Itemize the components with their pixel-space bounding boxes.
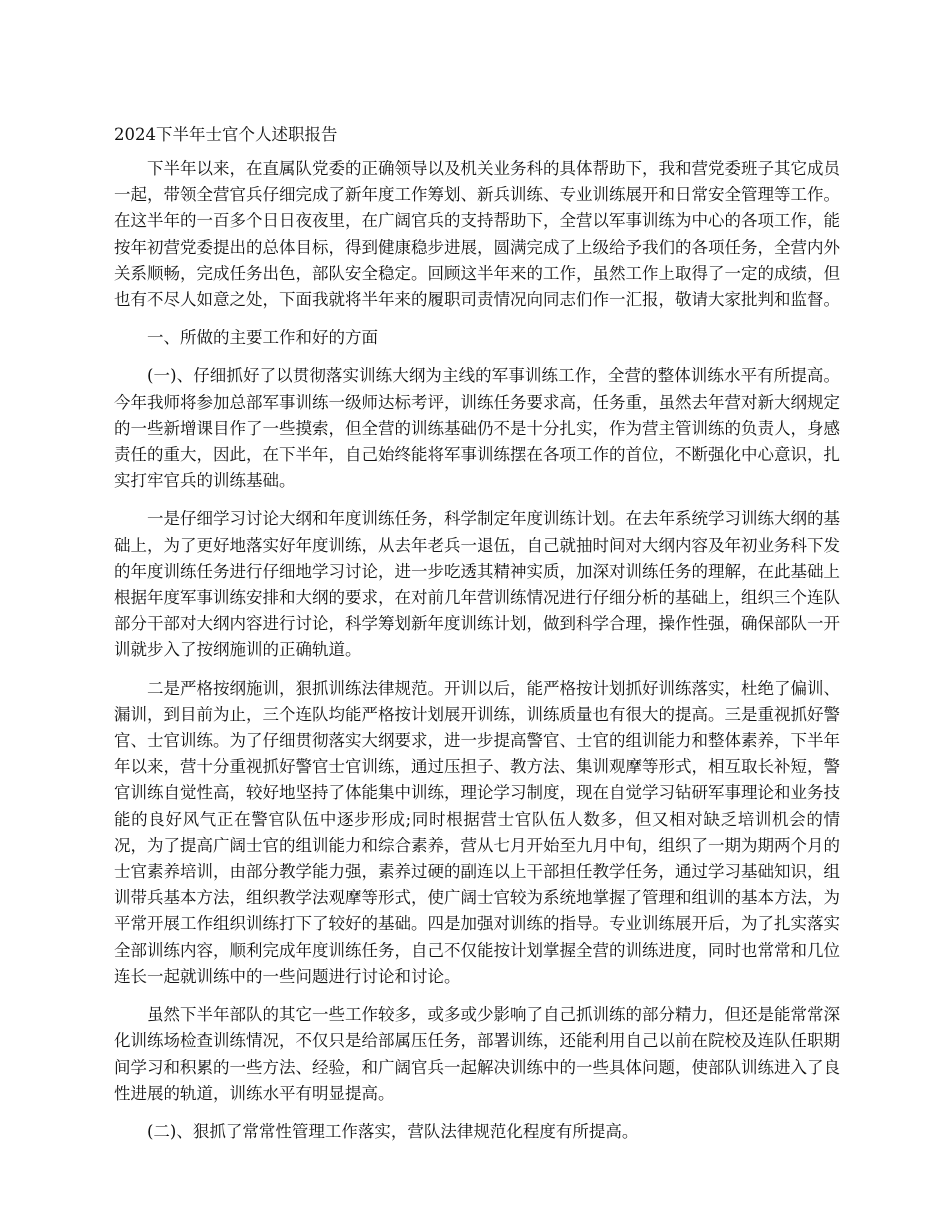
paragraph-strict-training: 二是严格按纲施训，狠抓训练法律规范。开训以后，能严格按计划抓好训练落实，杜绝了偏训、漏训，到目前为止，三个连队均能严格按计划展开训练，训练质量也有很大的提高。三是重视抓好警官、士官训练。为了仔细贯彻落实大纲要求，进一步提高警官、士官的组训能力和整体素养，下半年年以来，营十分重视抓好警官士官训练，通过压担子、教方法、集训观摩等形式，相互取长补短，警官训练自觉性高，较好地坚持了体能集中训练，理论学习制度，现在自觉学习钻研军事理论和业务技能的良好风气正在警官队伍中逐步形成;同时根据营士官队伍人数多，但又相对缺乏培训机会的情况，为了提高广阔士官的组训能力和综合素养，营从七月开始至九月中旬，组织了一期为期两个月的士官素养培训，由部分教学能力强，素养过硬的副连以上干部担任教学任务，通过学习基础知识，组训带兵基本方法，组织教学法观摩等形式，使广阔士官较为系统地掌握了管理和组训的基本方法，为平常开展工作组织训练打下了较好的基础。四是加强对训练的指导。专业训练展开后，为了扎实落实全部训练内容，顺利完成年度训练任务，自己不仅能按计划掌握全营的训练进度，同时也常常和几位连长一起就训练中的一些问题进行讨论和讨论。 [114,678,840,986]
section-heading-main-work: 一、所做的主要工作和好的方面 [147,328,378,348]
intro-paragraph: 下半年以来，在直属队党委的正确领导以及机关业务科的具体帮助下，我和营党委班子其它成员一起，带领全营官兵仔细完成了新年度工作筹划、新兵训练、专业训练展开和日常安全管理等工作。在这半年的一百多个日日夜夜里，在广阔官兵的支持帮助下，全营以军事训练为中心的各项工作，能按年初营党委提出的总体目标，得到健康稳步进展，圆满完成了上级给予我们的各项任务，全营内外关系顺畅，完成任务出色，部队安全稳定。回顾这半年来的工作，虽然工作上取得了一定的成绩，但也有不尽人如意之处，下面我就将半年来的履职司责情况向同志们作一汇报，敬请大家批判和监督。 [114,159,840,310]
paragraph-training-progress: 虽然下半年部队的其它一些工作较多，或多或少影响了自己抓训练的部分精力，但还是能常常深化训练场检查训练情况，不仅只是给部属压任务，部署训练，还能利用自己以前在院校及连队任职期间学习和积累的一些方法、经验，和广阔官兵一起解决训练中的一些具体问题，使部队训练进入了良性进展的轨道，训练水平有明显提高。 [114,1005,840,1103]
document-page [114,122,840,1157]
document-title: 2024下半年士官个人述职报告 [114,125,338,144]
subsection-paragraph-management: (二)、狠抓了常常性管理工作落实，营队法律规范化程度有所提高。 [147,1121,639,1141]
subsection-paragraph-training: (一)、仔细抓好了以贯彻落实训练大纲为主线的军事训练工作，全营的整体训练水平有所提高。今年我师将参加总部军事训练一级师达标考评，训练任务要求高，任务重，虽然去年营对新大纲规定的一些新增课目作了一些摸索，但全营的训练基础仍不是十分扎实，作为营主管训练的负责人，身感责任的重大，因此，在下半年，自己始终能将军事训练摆在各项工作的首位，不断强化中心意识，扎实打牢官兵的训练基础。 [114,366,840,491]
paragraph-study-outline: 一是仔细学习讨论大纲和年度训练任务，科学制定年度训练计划。在去年系统学习训练大纲的基础上，为了更好地落实好年度训练，从去年老兵一退伍，自己就抽时间对大纲内容及年初业务科下发的年度训练任务进行仔细地学习讨论，进一步吃透其精神实质，加深对训练任务的理解，在此基础上根据年度军事训练安排和大纲的要求，在对前几年营训练情况进行仔细分析的基础上，组织三个连队部分干部对大纲内容进行讨论，科学筹划新年度训练计划，做到科学合理，操作性强，确保部队一开训就步入了按纲施训的正确轨道。 [114,509,840,660]
